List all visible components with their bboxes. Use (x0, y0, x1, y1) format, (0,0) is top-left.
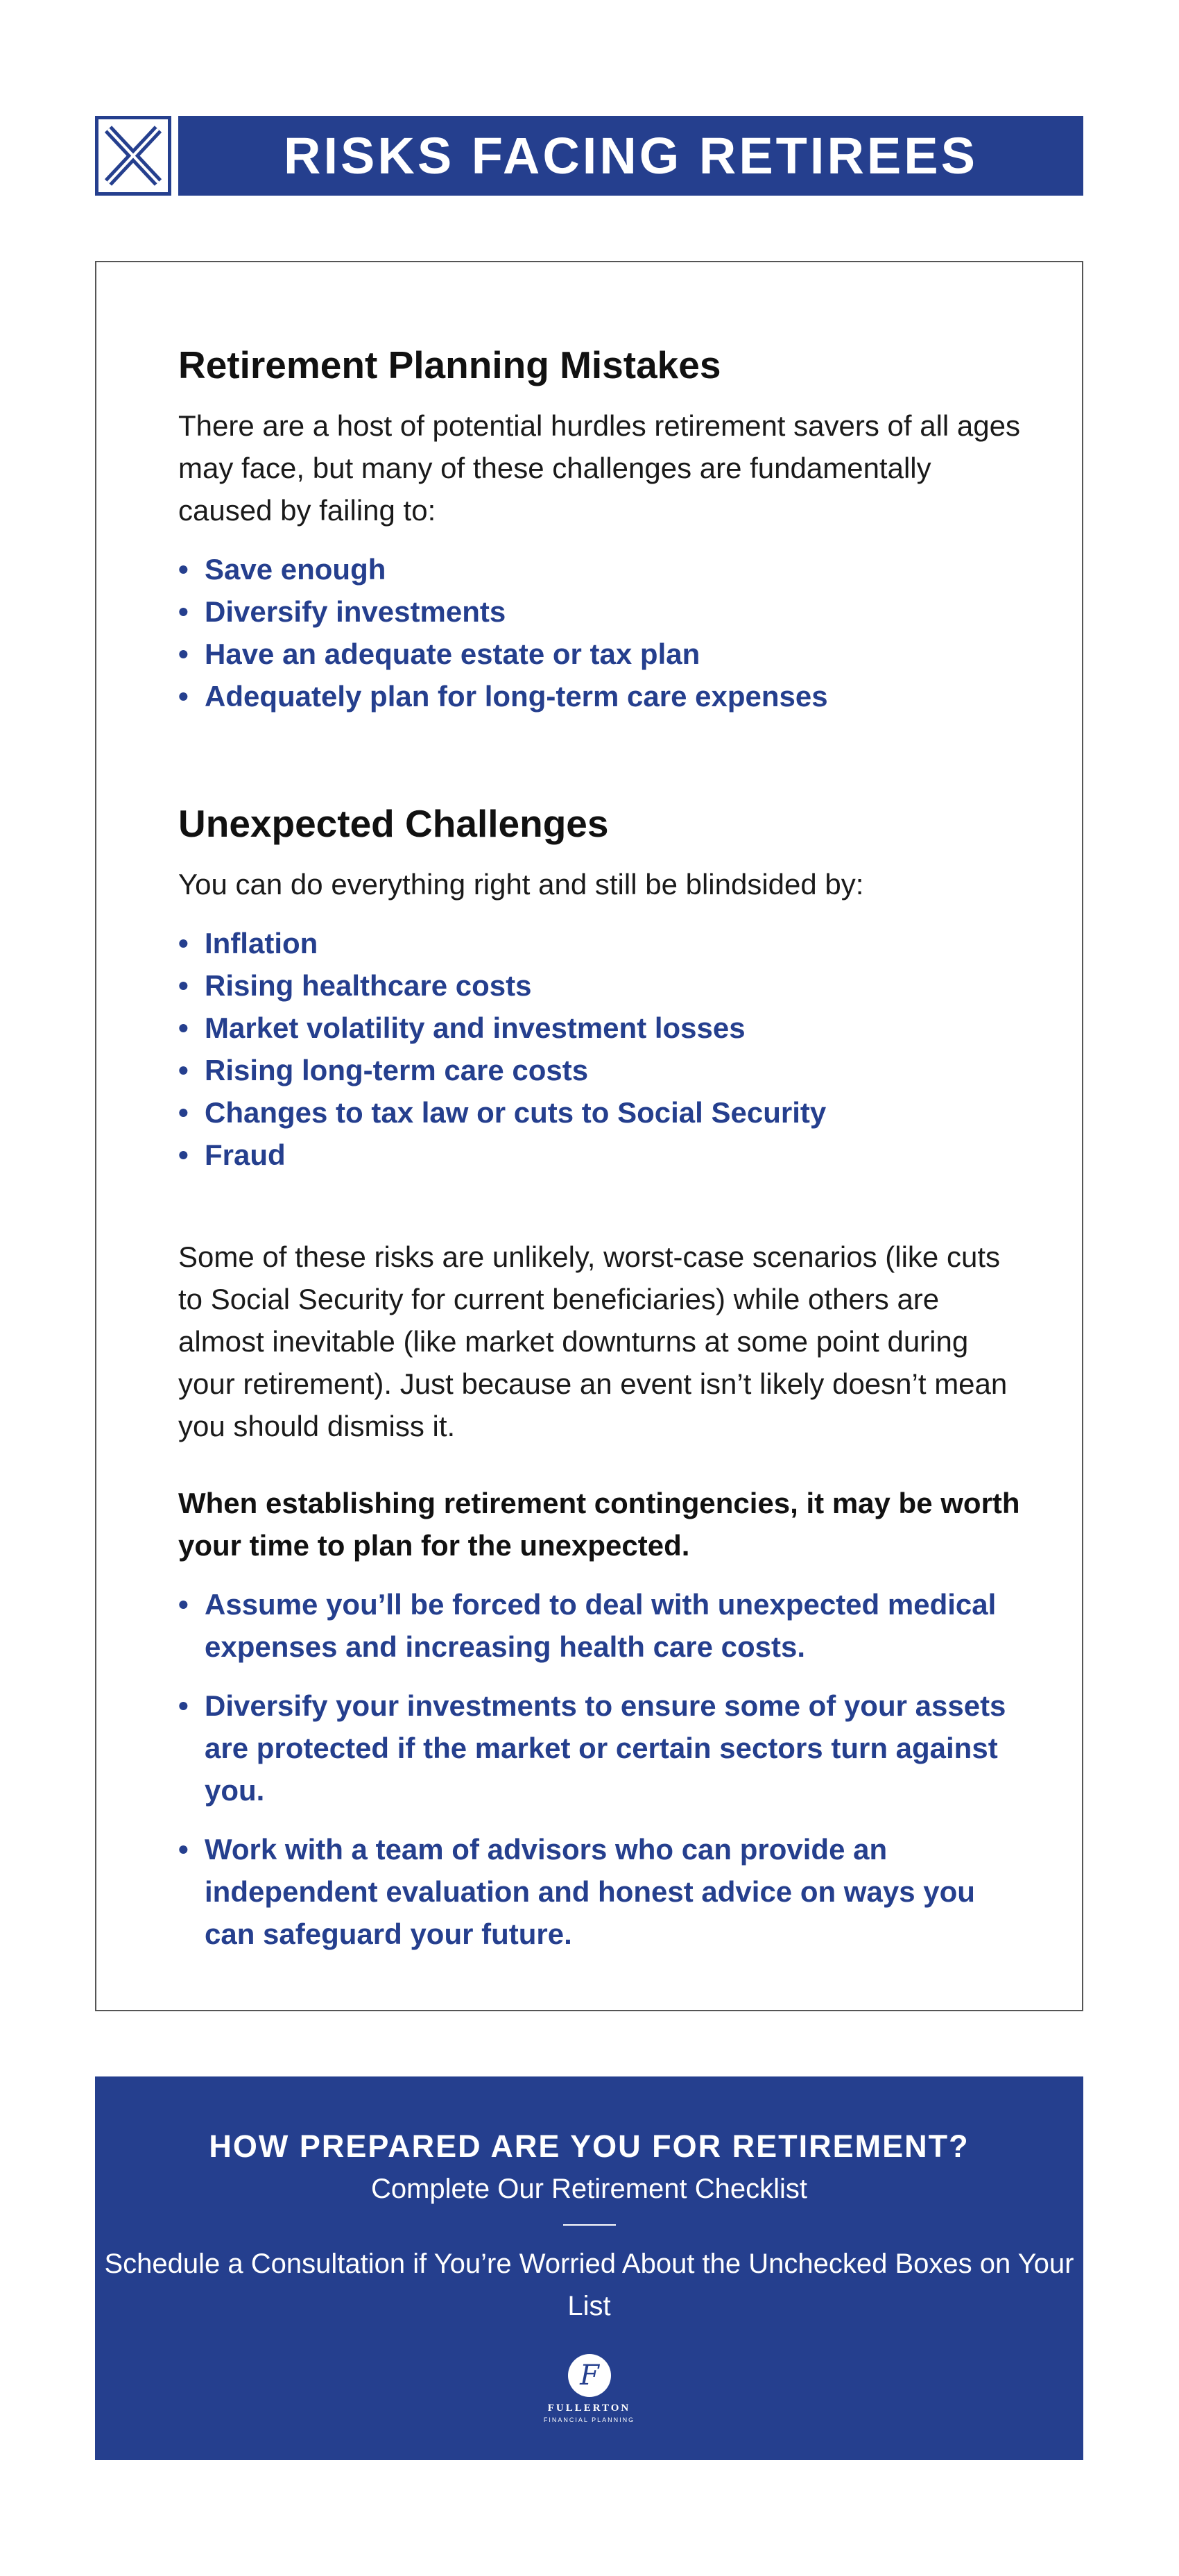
planning-intro: There are a host of potential hurdles retirement savers of all ages may face, but many of these challenges are fundamentally caused by failing to: (178, 409, 1020, 527)
cta-divider (563, 2224, 616, 2226)
risk-paragraph: Some of these risks are unlikely, worst-case scenarios (like cuts to Social Security for current beneficiaries) while others are almost inevitable (like market downturns at some point during your retirement). Just because an event isn’t likely doesn’t mean you should dismiss it. (178, 1240, 1008, 1442)
list-item: • Market volatility and investment losses (178, 1007, 1031, 1049)
list-item: • Fraud (178, 1134, 1031, 1176)
planning-heading: Retirement Planning Mistakes (178, 343, 721, 386)
logo-tagline: FINANCIAL PLANNING (543, 2416, 635, 2423)
contingencies-list (178, 1583, 1031, 1955)
list-item: • Inflation (178, 922, 1031, 964)
list-item: • Changes to tax law or cuts to Social Security (178, 1091, 1031, 1134)
cta-subheading: Complete Our Retirement Checklist (370, 2174, 808, 2204)
list-item: • Have an adequate estate or tax plan (178, 633, 1031, 675)
cta-text: Schedule a Consultation if You’re Worried About the Unchecked Boxes on Your List (104, 2249, 1074, 2321)
planning-list (178, 548, 1031, 717)
content-box (95, 261, 1083, 2011)
list-item: • Work with a team of advisors who can provide an independent evaluation and honest advice on ways you can safeguard your future. (178, 1828, 1031, 1955)
content (178, 342, 1031, 1972)
list-item: • Adequately plan for long-term care expenses (178, 675, 1031, 717)
list-item: • Diversify your investments to ensure some of your assets are protected if the market or certain sectors turn against you. (178, 1684, 1031, 1811)
challenges-heading: Unexpected Challenges (178, 802, 609, 845)
cta-panel (95, 2076, 1083, 2460)
header (95, 116, 1083, 196)
fullerton-logo-icon: F (568, 2354, 611, 2397)
x-logo-icon (95, 116, 171, 196)
challenges-intro: You can do everything right and still be blindsided by: (178, 868, 864, 901)
logo-name: FULLERTON (547, 2403, 631, 2414)
list-item: • Save enough (178, 548, 1031, 590)
challenges-list (178, 922, 1031, 1176)
fullerton-logo (95, 2354, 1083, 2430)
cta-heading: HOW PREPARED ARE YOU FOR RETIREMENT? (209, 2129, 970, 2164)
page-title: RISKS FACING RETIREES (178, 116, 1083, 196)
list-item: • Diversify investments (178, 590, 1031, 633)
list-item: • Assume you’ll be forced to deal with unexpected medical expenses and increasing health care costs. (178, 1583, 1031, 1668)
list-item: • Rising healthcare costs (178, 964, 1031, 1007)
contingencies-lead: When establishing retirement contingencies, it may be worth your time to plan for the unexpected. (178, 1487, 1020, 1562)
list-item: • Rising long-term care costs (178, 1049, 1031, 1091)
